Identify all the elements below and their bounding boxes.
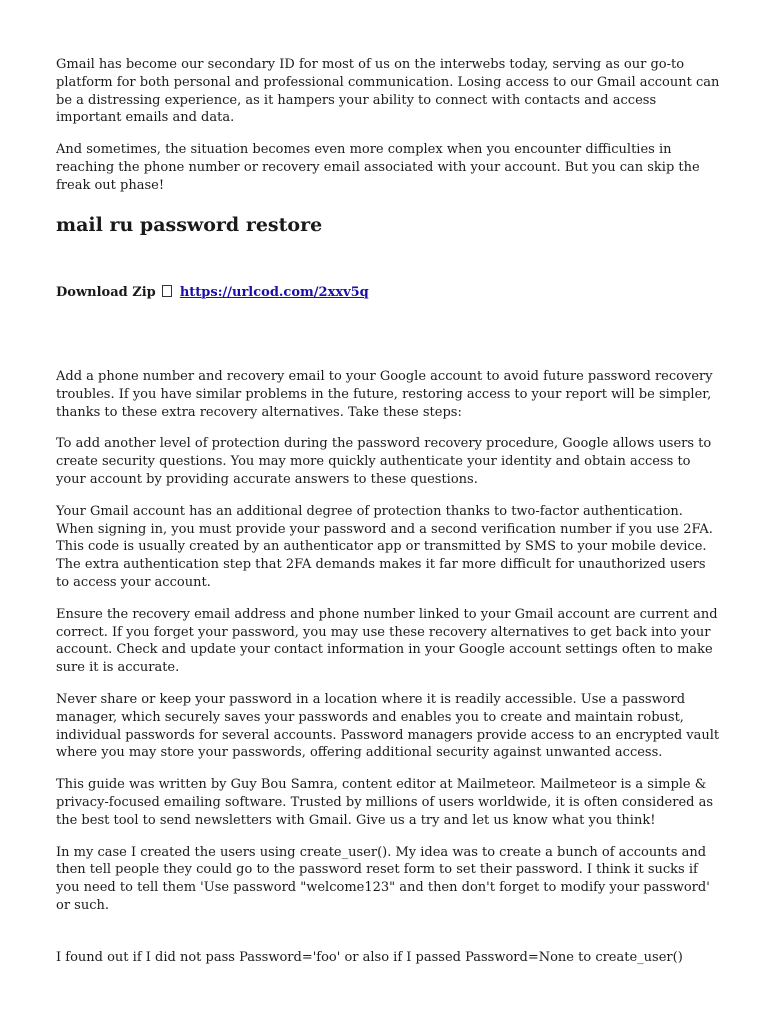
body-paragraph: Add a phone number and recovery email to your Google account to avoid future password recovery troubles. If you have similar problems in the future, restoring access to your report will be simpler, thanks to these extra recovery alternatives. Take these steps: — [56, 369, 713, 420]
intro-paragraph: And sometimes, the situation becomes even more complex when you encounter difficulties in reaching the phone number or recovery email associated with your account. But you can skip the freak out phase! — [56, 142, 700, 193]
body-paragraph: Your Gmail account has an additional degree of protection thanks to two-factor authentication. When signing in, you must provide your password and a second verification number if you use 2FA. This code is usually created by an authenticator app or transmitted by SMS to your mobile device. The extra authentication step that 2FA demands makes it far more difficult for unauthorized users to access your account. — [56, 503, 713, 590]
body-paragraph: To add another level of protection during the password recovery procedure, Google allows users to create security questions. You may more quickly authenticate your identity and obtain access to your account by providing accurate answers to these questions. — [56, 436, 712, 487]
intro-section — [56, 56, 720, 209]
download-label: Download Zip — [56, 285, 156, 300]
missing-glyph-icon — [162, 285, 172, 297]
intro-paragraph: Gmail has become our secondary ID for most of us on the interwebs today, serving as our go-to platform for both personal and professional communication. Losing access to our Gmail account can be a distressing experience, as it hampers your ability to connect with contacts and access important emails and data. — [56, 57, 720, 126]
page-title: mail ru password restore — [56, 214, 323, 236]
final-paragraph: I found out if I did not pass Password='foo' or also if I passed Password=None to create_user() — [56, 950, 683, 965]
article-body — [56, 368, 720, 929]
body-paragraph: Ensure the recovery email address and phone number linked to your Gmail account are current and correct. If you forget your password, you may use these recovery alternatives to get back into your account. Check and update your contact information in your Google account settings often to make sure it is accurate. — [56, 606, 718, 676]
download-link[interactable]: https://urlcod.com/2xxv5q — [179, 285, 369, 300]
body-paragraph: In my case I created the users using create_user(). My idea was to create a bunch of accounts and then tell people they could go to the password reset form to set their password. I think it sucks if you need to tell them 'Use password "welcome123" and then don't forget to modify your password' or such. — [56, 844, 710, 913]
body-paragraph: This guide was written by Guy Bou Samra, content editor at Mailmeteor. Mailmeteor is a simple & privacy-focused emailing software. Trusted by millions of users worldwide, it is often considered as the best tool to send newsletters with Gmail. Give us a try and let us know what you think! — [56, 777, 714, 828]
body-paragraph: Never share or keep your password in a location where it is readily accessible. Use a password manager, which securely saves your passwords and enables you to create and maintain robust, individual passwords for several accounts. Password managers provide access to an encrypted vault where you may store your passwords, offering additional security against unwanted access. — [56, 691, 720, 761]
download-line — [56, 284, 369, 302]
